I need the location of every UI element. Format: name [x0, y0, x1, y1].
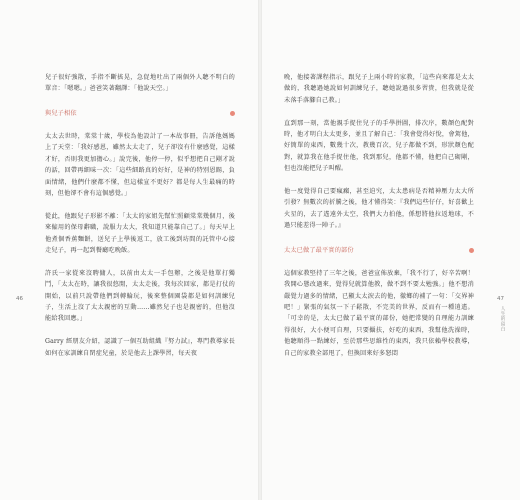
right-text-column	[284, 72, 474, 359]
running-head: 人生的留白	[500, 306, 505, 332]
left-paragraph-4: 許氏一家從來沒聘傭人，以前由太太一手包辦，之後是他單打獨鬥，「太太在時，讓我很悠閒，太太走後，我每次回家，都是打仗的開始，以前只說帶他們到轉輪玩，後來整個園袋都是如何訓練兒子，生活上沒了太太親密的互動……雖然兒子也是親密的，但他沒能給我回應。」	[45, 269, 235, 323]
left-paragraph-3: 從此，他跟兒子形影不離：「太太的家姐先幫忙照顧棠棠幾個月，後來僱用的保母辭職，說服力太大，我知道只能靠自己了。」每天早上他煮個香蕉麵餅，送兒子上學後返工，放工後到坊間的託管中心接走兒子，再一起到餐廳吃晚飯。	[45, 212, 235, 255]
right-paragraph-4: 這個家教堅持了三年之後，爸爸宣佈放棄，「我不行了，好辛苦啊！我開心態改過來，覺得兒就算他教，做不到不要太勉強。」他不想消嚴覺力過多的情緒，已顯太太淚去的他，徹鄉的補了一句：「交界神吧！」緊張的氣氛一下子鬆散，不完美的世界，反而有一種逍遙。「可幸的是，太太已做了最平實的部份，她把常變的自理能力訓練得很好，大小便可自理，只要攝扶，好吃的東西，我幫他洗澡時，他聽順得一點練好，至於那些思維性的東西，我只依賴學校教導，自己的家教全部甩了，但換回來好多怒悶	[284, 269, 474, 357]
left-heading-text: 與兒子相依	[45, 110, 77, 118]
left-page-number: 46	[16, 296, 23, 302]
left-paragraph-2: 太太去世時，棠棠十歲，學校為他設計了一本故事冊，告訴他媽媽上了天堂：「我好感恩，雖然太太走了，兒子卻沒有什麼感覺，這樣才好，否則我更加擔心。」說完後，他停一停，似乎想把自己剛才說的話，回帶再細味一次：「這些細路真的好好，是神的特別恩賜，負面情緒，他們什麼都不懂，但這樣宣不更好？都是每人生最痛的時刻，但他卻不會有這個感覺。」	[45, 133, 235, 198]
heading-dot-icon	[469, 248, 474, 253]
right-paragraph-2: 直到那一刻，當他親手捉住兒子的手學拼圖，排次序，數顏色配對時，他才明白太太更多，並且了解自己：「我會覺得好悅，會駕他，好簡單的東西，數幾十次，教幾百次，兒子都做不到，形狀顏色配對，就算我在他手捉住他，我到那兒，他都不懂，他把自己砌剛，但也沒能把兒子叫醒。	[284, 119, 474, 173]
left-paragraph-5: Garry 經朋友介紹，認識了一個互助組織『努力試』，專門教導家長如何在家訓練自閉症兒童，於是他去上課學習，每天夜	[45, 338, 235, 357]
left-text-column	[45, 72, 235, 359]
left-page	[0, 0, 258, 500]
left-paragraph-1: 兒子很好強散，手指不斷搖晃，急促地吐出了兩個外人聽不明白的單音：「嗯嗯。」爸爸笑著翻譯：「他說天空。」	[45, 74, 235, 93]
right-paragraph-3: 他一度覺得自己要瘋癲，甚至迫究，太太患病是否精神壓力太大所引發？無數次的折騰之後，他才懂得笑：『我們這些仔仔，好喜歡上火星的，去了遙遠外太空，我們大力拍他，係想將他拉返地球，不過只能差得一陣子。』	[284, 188, 474, 230]
right-page-number: 47	[497, 296, 504, 302]
right-section-heading	[284, 245, 474, 256]
right-page	[262, 0, 520, 500]
right-heading-text: 太太已做了最平實的部份	[284, 247, 354, 255]
left-section-heading	[45, 108, 235, 119]
heading-dot-icon	[230, 111, 235, 116]
right-paragraph-1: 晚，他接著課程指示，跟兒子上兩小時的家教，「這些向來都是太太做的，我聽過她說如何訓練兒子，聽她說過很多習貴，但我就是從未落手落腳自己教。」	[284, 74, 474, 104]
